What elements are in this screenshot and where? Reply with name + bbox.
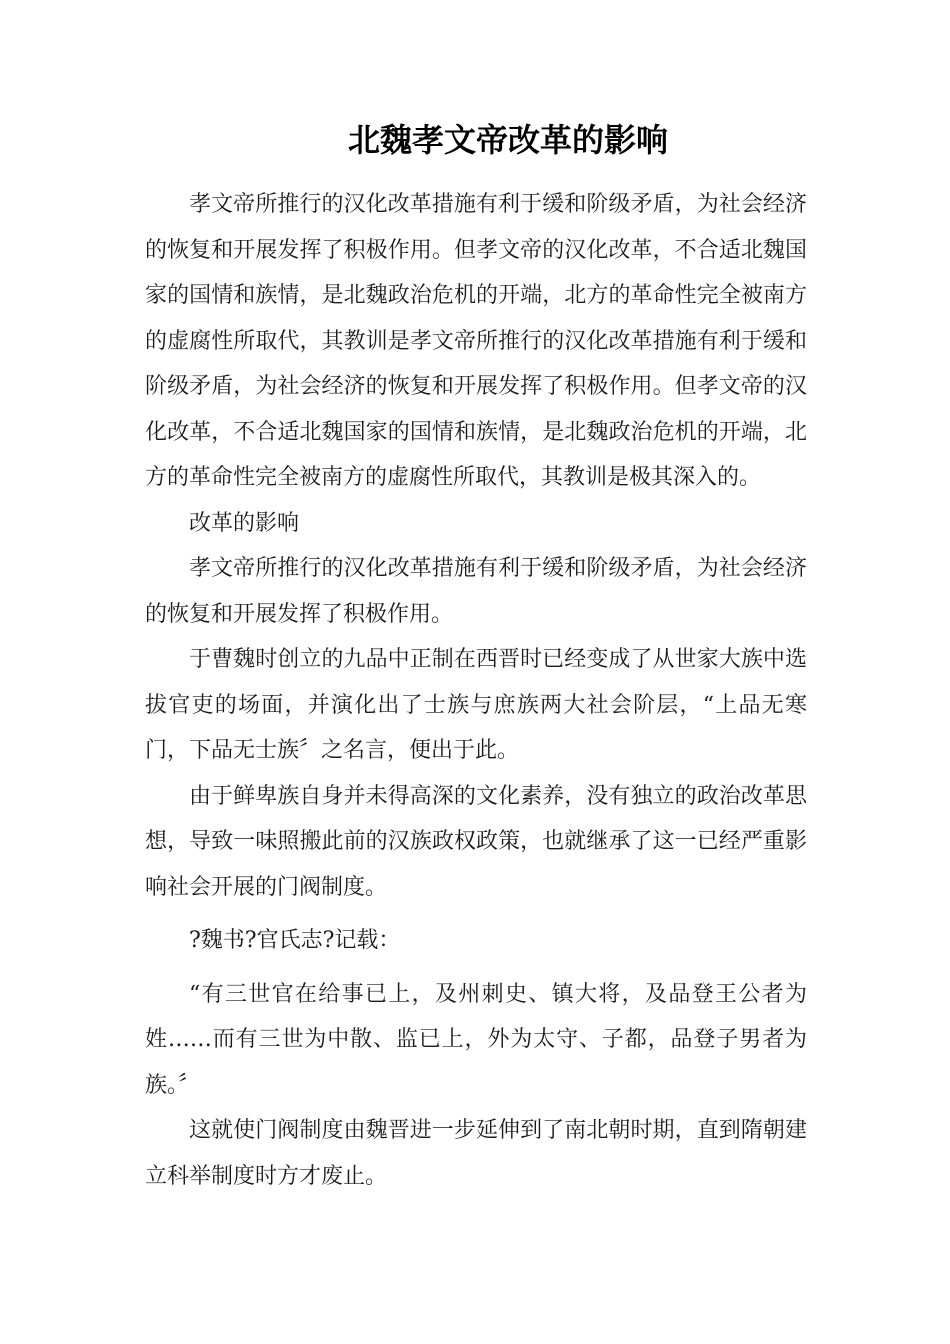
paragraph-impact-summary: 孝文帝所推行的汉化改革措施有利于缓和阶级矛盾，为社会经济的恢复和开展发挥了积极作用。 — [145, 556, 807, 627]
document-title: 北魏孝文帝改革的影响 — [347, 121, 668, 159]
paragraph-conclusion: 这就使门阀制度由魏晋进一步延伸到了南北朝时期，直到隋朝建立科举制度时方才废止。 — [145, 1118, 807, 1189]
paragraph-xianbei-culture: 由于鲜卑族自身并未得高深的文化素养，没有独立的政治改革思想，导致一味照搬此前的汉族政权政策，也就继承了这一已经严重影响社会开展的门阀制度。 — [145, 783, 807, 900]
paragraph-nine-rank-system: 于曹魏时创立的九品中正制在西晋时已经变成了从世家大族中选拔官吏的场面，并演化出了士族与庶族两大社会阶层，“上品无寒门，下品无士族〞之名言，便出于此。 — [145, 647, 807, 763]
document-body — [145, 182, 807, 1199]
section-heading-reform-impact: 改革的影响 — [189, 510, 300, 536]
paragraph-weishu-citation: ?魏书?官氏志?记载： — [189, 928, 401, 953]
paragraph-intro: 孝文帝所推行的汉化改革措施有利于缓和阶级矛盾，为社会经济的恢复和开展发挥了积极作用。但孝文帝的汉化改革，不合适北魏国家的国情和族情，是北魏政治危机的开端，北方的革命性完全被南方的虚腐性所取代，其教训是孝文帝所推行的汉化改革措施有利于缓和阶级矛盾，为社会经济的恢复和开展发挥了积极作用。但孝文帝的汉化改革，不合适北魏国家的国情和族情，是北魏政治危机的开端，北方的革命性完全被南方的虚腐性所取代，其教训是极其深入的。 — [145, 192, 807, 490]
paragraph-weishu-quote: “有三世官在给事已上，及州刺史、镇大将，及品登王公者为姓……而有三世为中散、监已上，外为太守、子都，品登子男者为族。〞 — [145, 981, 807, 1098]
